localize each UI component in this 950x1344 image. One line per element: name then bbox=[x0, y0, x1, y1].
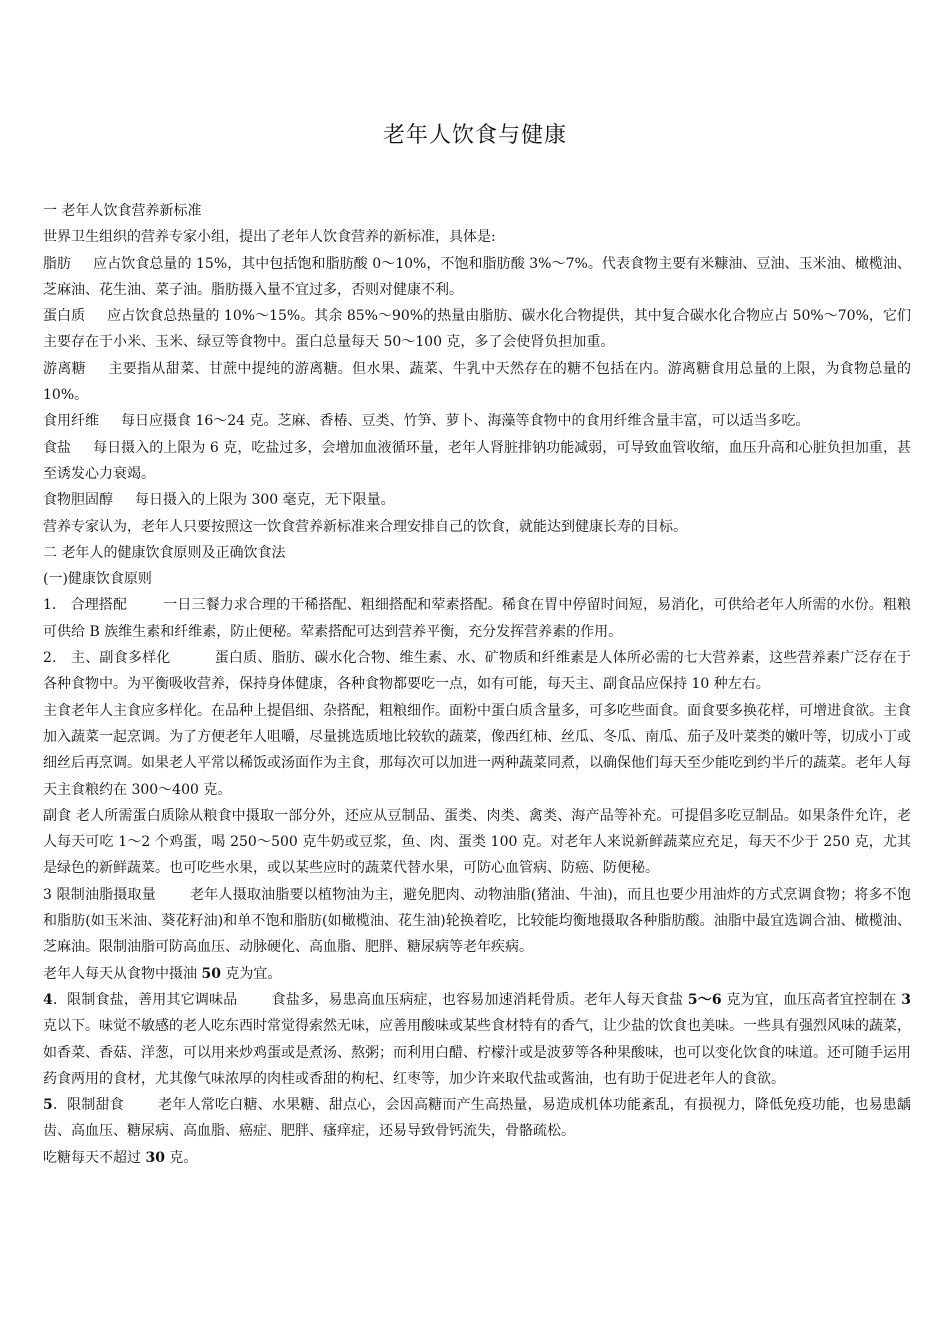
term-text: 应占饮食总热量的 10%～15%。其余 85%～90%的热量由脂肪、碳水化合物提供，其中复合碳水化合物应占 50%～70%，它们主要存在于小米、玉米、绿豆等食物中。蛋白总量每天 50～100 克，多了会使肾负担加重。 bbox=[43, 308, 911, 351]
paragraph bbox=[43, 303, 911, 356]
page-title: 老年人饮食与健康 bbox=[382, 123, 567, 148]
text: 克为宜。 bbox=[220, 965, 282, 982]
term-text: 蛋白质、脂肪、碳水化合物、维生素、水、矿物质和纤维素是人体所必需的七大营养素，这些营养素广泛存在于各种食物中。为平衡吸收营养，保持身体健康，各种食物都要吃一点，如有可能，每天主、副食品应保持 10 种左右。 bbox=[43, 650, 911, 693]
subsection-heading: (一)健康饮食原则 bbox=[43, 571, 152, 588]
text: 克。 bbox=[164, 1149, 198, 1166]
term: 食盐 bbox=[43, 439, 72, 456]
paragraph bbox=[43, 961, 911, 987]
paragraph bbox=[43, 645, 911, 698]
document-body bbox=[43, 198, 911, 1171]
term: 游离糖 bbox=[43, 360, 87, 377]
paragraph bbox=[43, 251, 911, 304]
term: 食物胆固醇 bbox=[43, 492, 113, 509]
term: 食用纤维 bbox=[43, 413, 99, 430]
term-text: 一日三餐力求合理的干稀搭配、粗细搭配和荤素搭配。稀食在胃中停留时间短，易消化，可供给老年人所需的水份。粗粮可供给 B 族维生素和纤维素，防止便秘。荤素搭配可达到营养平衡，充分发挥营养素的作用。 bbox=[43, 597, 912, 640]
text: 吃糖每天不超过 bbox=[43, 1149, 146, 1166]
term: 蛋白质 bbox=[43, 308, 86, 325]
paragraph bbox=[43, 487, 911, 513]
term: 2． 主、副食多样化 bbox=[43, 650, 171, 667]
bold-number: 50 bbox=[201, 965, 221, 982]
term: 脂肪 bbox=[43, 255, 72, 272]
paragraph: 主食老年人主食应多样化。在品种上提倡细、杂搭配，粗粮细作。面粉中蛋白质含量多，可多吃些面食。面食要多换花样，可增进食欲。主食加入蔬菜一起烹调。为了方便老年人咀嚼，尽量挑选质地比较软的蔬菜，像西红柿、丝瓜、冬瓜、南瓜、茄子及叶菜类的嫩叶等，切成小丁或细丝后再烹调。如果老人平常以稀饭或汤面作为主食，那每次可以加进一两种蔬菜同煮，以确保他们每天至少能吃到约半斤的蔬菜。老年人每天主食粮约在 300～400 克。 bbox=[43, 702, 911, 798]
term-text: 每日摄入的上限为 6 克，吃盐过多，会增加血液循环量，老年人肾脏排钠功能减弱，可导致血管收缩，血压升高和心脏负担加重，甚至诱发心力衰竭。 bbox=[43, 439, 911, 482]
term-text: 每日应摄食 16～24 克。芝麻、香椿、豆类、竹笋、萝卜、海藻等食物中的食用纤维含量丰富，可以适当多吃。 bbox=[121, 413, 810, 430]
bold-number: 3 bbox=[901, 991, 912, 1008]
text: 老年人每天从食物中摄油 bbox=[43, 965, 202, 982]
paragraph bbox=[43, 987, 911, 1092]
text: 克以下。味觉不敏感的老人吃东西时常觉得索然无味，应善用酸味或某些食材特有的香气，让少盐的饮食也美味。一些具有强烈风味的蔬菜，如香菜、香菇、洋葱，可以用来炒鸡蛋或是煮汤、熬粥；而利用白醋、柠檬汁或是波萝等各种果酸味，也可以变化饮食的味道。还可随手运用药食两用的食材，尤其像气味浓厚的肉桂或香甜的枸杞、红枣等，加少许来取代盐或酱油，也有助于促进老年人的食欲。 bbox=[43, 1018, 911, 1087]
bold-number: 5 bbox=[43, 1097, 53, 1114]
paragraph bbox=[43, 435, 911, 488]
section-heading: 二 老年人的健康饮食原则及正确饮食法 bbox=[43, 544, 286, 561]
paragraph bbox=[43, 356, 911, 409]
paragraph bbox=[43, 882, 911, 961]
bold-number: 30 bbox=[145, 1149, 165, 1166]
term-text: 主要指从甜菜、甘蔗中提纯的游离糖。但水果、蔬菜、牛乳中天然存在的糖不包括在内。游离糖食用总量的上限，为食物总量的 10%。 bbox=[43, 360, 912, 404]
section-heading: 一 老年人饮食营养新标准 bbox=[43, 203, 202, 219]
term: ．限制食盐，善用其它调味品 bbox=[52, 991, 238, 1008]
paragraph: 营养专家认为，老年人只要按照这一饮食营养新标准来合理安排自己的饮食，就能达到健康长寿的目标。 bbox=[43, 518, 687, 535]
term: ．限制甜食 bbox=[52, 1097, 124, 1114]
paragraph: 副食 老人所需蛋白质除从粮食中摄取一部分外，还应从豆制品、蛋类、肉类、禽类、海产品等补充。可提倡多吃豆制品。如果条件允许，老人每天可吃 1～2 个鸡蛋，喝 250～500 克牛奶或豆浆，鱼、肉、蛋类 100 克。对老年人来说新鲜蔬菜应充足，每天不少于 250 克，尤其是绿色的新鲜蔬菜。也可吃些水果，或以某些应时的蔬菜代替水果，可防心血管病、防癌、防便秘。 bbox=[43, 807, 911, 877]
bold-number: 4 bbox=[43, 991, 53, 1008]
term-text: 每日摄入的上限为 300 毫克，无下限量。 bbox=[135, 492, 395, 509]
text: 食盐多，易患高血压病症，也容易加速消耗骨质。老年人每天食盐 bbox=[271, 991, 688, 1008]
paragraph: 世界卫生组织的营养专家小组，提出了老年人饮食营养的新标准，具体是: bbox=[43, 229, 496, 246]
paragraph bbox=[43, 592, 911, 645]
term: 1． 合理搭配 bbox=[43, 597, 128, 614]
paragraph bbox=[43, 408, 911, 434]
paragraph bbox=[43, 1092, 911, 1145]
text: 克为宜，血压高者宜控制在 bbox=[721, 991, 902, 1008]
term-text: 老年人摄取油脂要以植物油为主，避免肥肉、动物油脂(猪油、牛油)，而且也要少用油炸的方式烹调食物；将多不饱和脂肪(如玉米油、葵花籽油)和单不饱和脂肪(如橄榄油、花生油)轮换着吃，比较能均衡地摄取各种脂肪酸。油脂中最宜选调合油、橄榄油、芝麻油。限制油脂可防高血压、动脉硬化、高血脂、肥胖、糖尿病等老年疾病。 bbox=[43, 886, 911, 956]
term: 3 限制油脂摄取量 bbox=[43, 886, 156, 903]
term-text: 老年人常吃白糖、水果糖、甜点心，会因高糖而产生高热量，易造成机体功能紊乱，有损视力，降低免疫功能，也易患龋齿、高血压、糖尿病、高血脂、癌症、肥胖、瘙痒症，还易导致骨钙流失，骨骼疏松。 bbox=[43, 1097, 912, 1140]
bold-number: 5～6 bbox=[687, 991, 722, 1008]
term-text: 应占饮食总量的 15%，其中包括饱和脂肪酸 0～10%，不饱和脂肪酸 3%～7%。代表食物主要有米糠油、豆油、玉米油、橄榄油、芝麻油、花生油、菜子油。脂肪摄入量不宜过多，否则对健康不利。 bbox=[43, 255, 911, 298]
paragraph bbox=[43, 1145, 911, 1171]
